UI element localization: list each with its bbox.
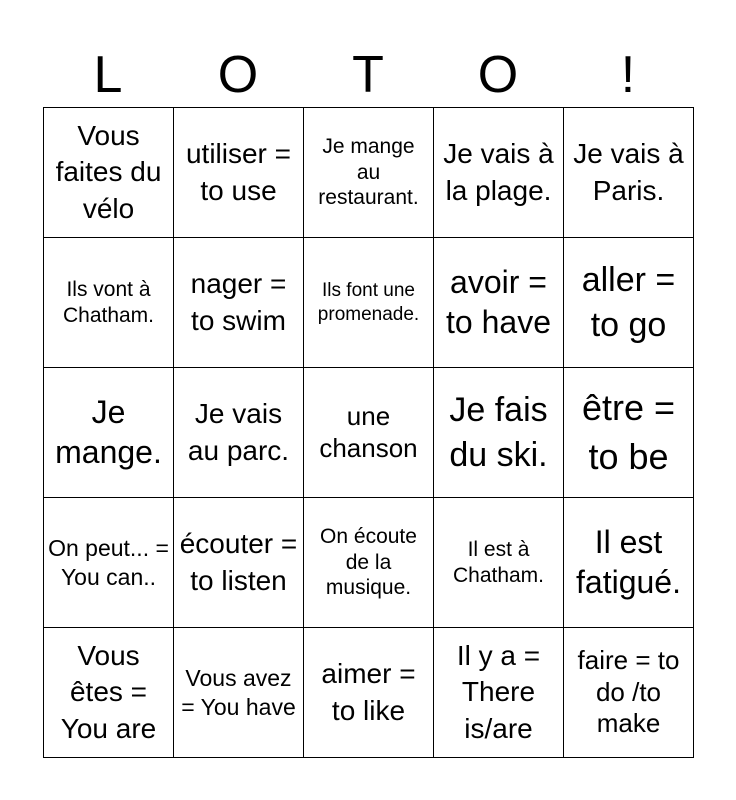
bingo-cell: On écoute de la musique. [304, 498, 434, 628]
title-letter: ! [620, 46, 636, 104]
bingo-cell: une chanson [304, 368, 434, 498]
bingo-cell: nager = to swim [174, 238, 304, 368]
bingo-cell: Vous êtes = You are [44, 628, 174, 758]
bingo-cell: faire = to do /to make [564, 628, 694, 758]
bingo-board [43, 107, 694, 758]
board-row [44, 498, 694, 628]
bingo-cell: Il est fatigué. [564, 498, 694, 628]
bingo-cell: Ils vont à Chatham. [44, 238, 174, 368]
bingo-cell: Je fais du ski. [434, 368, 564, 498]
bingo-cell: Il y a = There is/are [434, 628, 564, 758]
bingo-title [43, 44, 693, 106]
bingo-cell: Ils font une promenade. [304, 238, 434, 368]
bingo-cell: être = to be [564, 368, 694, 498]
bingo-cell: aller = to go [564, 238, 694, 368]
bingo-cell: Vous avez = You have [174, 628, 304, 758]
board-row [44, 628, 694, 758]
bingo-cell: Je vais à la plage. [434, 108, 564, 238]
board-row [44, 238, 694, 368]
bingo-cell: Je vais au parc. [174, 368, 304, 498]
board-row [44, 368, 694, 498]
bingo-cell: On peut... = You can.. [44, 498, 174, 628]
bingo-cell: Il est à Chatham. [434, 498, 564, 628]
bingo-cell: Je mange au restaurant. [304, 108, 434, 238]
board-row [44, 108, 694, 238]
bingo-cell: avoir = to have [434, 238, 564, 368]
title-letter: L [93, 46, 123, 104]
bingo-cell: Je vais à Paris. [564, 108, 694, 238]
title-letter: T [352, 46, 384, 104]
bingo-cell: aimer = to like [304, 628, 434, 758]
title-letter: O [477, 46, 519, 104]
bingo-cell: Je mange. [44, 368, 174, 498]
bingo-cell: écouter = to listen [174, 498, 304, 628]
bingo-cell: utiliser = to use [174, 108, 304, 238]
title-letter: O [217, 46, 259, 104]
bingo-cell: Vous faites du vélo [44, 108, 174, 238]
